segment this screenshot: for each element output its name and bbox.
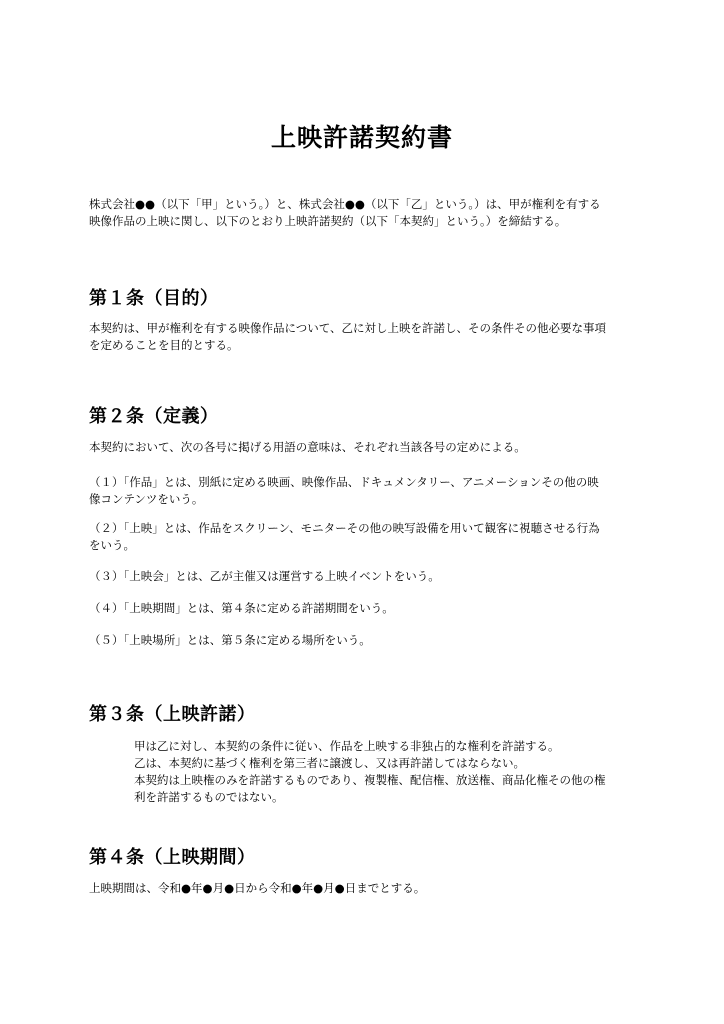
article-2-intro: 本契約において、次の各号に掲げる用語の意味は、それぞれ当該各号の定めによる。	[89, 440, 526, 454]
definition-line: をいう。	[89, 538, 135, 552]
definition-line: （２）「上映」とは、作品をスクリーン、モニターその他の映写設備を用いて観客に視聴させる行為	[89, 521, 600, 535]
article-1-line: 本契約は、甲が権利を有する映像作品について、乙に対し上映を許諾し、その条件その他必要な事項	[89, 321, 607, 335]
definition-item-1	[89, 474, 641, 508]
definition-line: （５）「上映場所」とは、第５条に定める場所をいう。	[89, 633, 371, 647]
article-1-heading: 第１条（目的）	[89, 288, 219, 309]
article-3-heading: 第３条（上映許諾）	[89, 704, 256, 725]
article-3-line: 本契約は上映権のみを許諾するものであり、複製権、配信権、放送権、商品化権その他の権	[134, 773, 606, 787]
article-3-line: 甲は乙に対し、本契約の条件に従い、作品を上映する非独占的な権利を許諾する。	[134, 739, 560, 753]
article-3-line: 利を許諾するものではない。	[134, 790, 284, 804]
article-1-line: を定めることを目的とする。	[89, 338, 239, 352]
document-title: 上映許諾契約書	[270, 123, 453, 152]
definition-line: （３）「上映会」とは、乙が主催又は運営する上映イベントをいう。	[89, 569, 440, 583]
definition-item-3	[89, 568, 641, 585]
preamble-line: 映像作品の上映に関し、以下のとおり上映許諾契約（以下「本契約」という。）を締結する。	[89, 214, 567, 228]
preamble	[89, 196, 641, 230]
definition-item-2	[89, 520, 641, 554]
definition-item-4	[89, 600, 641, 617]
article-4-body	[89, 880, 641, 897]
article-4-heading: 第４条（上映期間）	[89, 847, 256, 868]
preamble-line: 株式会社●●（以下「甲」という。）と、株式会社●●（以下「乙」という。）は、甲が権利を有する	[89, 197, 601, 211]
article-1-body	[89, 320, 641, 354]
definition-line: （４）「上映期間」とは、第４条に定める許諾期間をいう。	[89, 601, 394, 615]
definition-line: 像コンテンツをいう。	[89, 492, 204, 506]
article-2-heading: 第２条（定義）	[89, 406, 219, 427]
definition-item-5	[89, 632, 641, 649]
article-4-line: 上映期間は、令和●年●月●日から令和●年●月●日までとする。	[89, 881, 426, 895]
article-3-line: 乙は、本契約に基づく権利を第三者に譲渡し、又は再許諾してはならない。	[134, 756, 525, 770]
definition-line: （１）「作品」とは、別紙に定める映画、映像作品、ドキュメンタリー、アニメーションその他の映	[89, 475, 599, 489]
article-3-body	[134, 738, 634, 806]
